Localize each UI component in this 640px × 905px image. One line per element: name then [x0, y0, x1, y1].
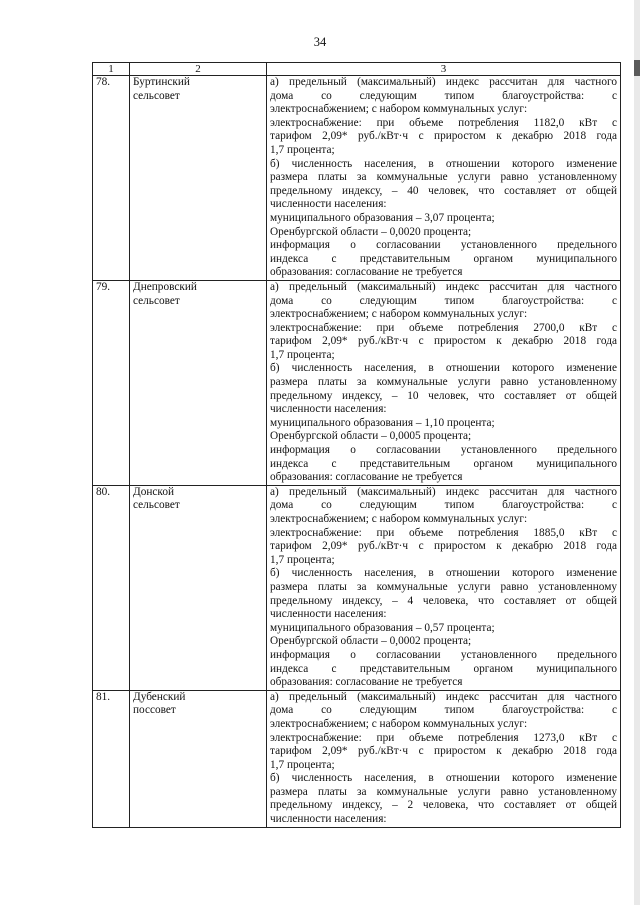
description-line: электроснабжение: при объеме потребления 1273,0 кВт с	[270, 731, 617, 744]
description-line: размера платы за коммунальные услуги равно установленному	[270, 785, 617, 798]
description-line: электроснабжение: при объеме потребления 1182,0 кВт с	[270, 116, 617, 129]
description-line: электроснабжение: при объеме потребления 1885,0 кВт с	[270, 526, 617, 539]
description-line: предельному индексу, – 10 человек, что составляет от общей	[270, 389, 617, 402]
index-description-cell	[267, 690, 621, 827]
municipality-name-line: Днепровский	[133, 280, 197, 293]
document-table	[92, 62, 621, 828]
description-line: 1,7 процента;	[270, 553, 335, 566]
description-line: муниципального образования – 1,10 процента;	[270, 416, 495, 429]
table-row	[93, 690, 621, 827]
index-description-cell	[267, 485, 621, 690]
column-header: 2	[130, 63, 267, 76]
index-description-cell	[267, 280, 621, 485]
description-line: численности населения:	[270, 403, 387, 416]
description-line: численности населения:	[270, 608, 387, 621]
description-line: индекса с представительным органом муниципального	[270, 662, 617, 675]
description-line: индекса с представительным органом муниципального	[270, 252, 617, 265]
description-line: электроснабжение: при объеме потребления 2700,0 кВт с	[270, 321, 617, 334]
municipality-name-line: сельсовет	[133, 499, 180, 512]
row-number: 81.	[93, 690, 130, 827]
description-line: индекса с представительным органом муниципального	[270, 457, 617, 470]
description-line: б) численность населения, в отношении которого изменение	[270, 157, 617, 170]
row-number: 80.	[93, 485, 130, 690]
table-row	[93, 485, 621, 690]
description-line: тарифом 2,09* руб./кВт·ч с приростом к декабрю 2018 года	[270, 130, 617, 143]
description-line: тарифом 2,09* руб./кВт·ч с приростом к декабрю 2018 года	[270, 745, 617, 758]
scrollbar-thumb[interactable]	[634, 60, 640, 76]
municipality-name-line: поссовет	[133, 704, 176, 717]
municipality-name-line: Дубенский	[133, 690, 186, 703]
description-line: б) численность населения, в отношении которого изменение	[270, 772, 617, 785]
municipality-name-line: сельсовет	[133, 89, 180, 102]
description-line: электроснабжением; с набором коммунальных услуг:	[270, 103, 528, 116]
description-line: муниципального образования – 3,07 процента;	[270, 211, 495, 224]
description-line: б) численность населения, в отношении которого изменение	[270, 362, 617, 375]
description-line: а) предельный (максимальный) индекс рассчитан для частного	[270, 76, 617, 88]
description-line: образования: согласование не требуется	[270, 266, 463, 279]
column-header: 1	[93, 63, 130, 76]
table-header-row	[93, 63, 621, 76]
description-line: дома со следующим типом благоустройства: с	[270, 704, 617, 717]
description-line: электроснабжением; с набором коммунальных услуг:	[270, 308, 528, 321]
description-line: размера платы за коммунальные услуги равно установленному	[270, 376, 617, 389]
description-line: дома со следующим типом благоустройства: с	[270, 89, 617, 102]
description-line: размера платы за коммунальные услуги равно установленному	[270, 580, 617, 593]
description-line: предельному индексу, – 4 человека, что составляет от общей	[270, 594, 617, 607]
municipality-name-cell	[130, 76, 267, 281]
description-line: а) предельный (максимальный) индекс рассчитан для частного	[270, 280, 617, 293]
description-line: дома со следующим типом благоустройства: с	[270, 294, 617, 307]
description-line: электроснабжением; с набором коммунальных услуг:	[270, 717, 528, 730]
description-line: Оренбургской области – 0,0002 процента;	[270, 635, 472, 648]
description-line: тарифом 2,09* руб./кВт·ч с приростом к декабрю 2018 года	[270, 540, 617, 553]
description-line: 1,7 процента;	[270, 348, 335, 361]
municipality-name-cell	[130, 280, 267, 485]
municipality-name-line: сельсовет	[133, 294, 180, 307]
description-line: предельному индексу, – 40 человек, что составляет от общей	[270, 184, 617, 197]
municipality-name-line: Донской	[133, 485, 175, 498]
description-line: Оренбургской области – 0,0020 процента;	[270, 225, 472, 238]
description-line: а) предельный (максимальный) индекс рассчитан для частного	[270, 690, 617, 703]
description-line: размера платы за коммунальные услуги равно установленному	[270, 171, 617, 184]
page-number: 34	[313, 35, 327, 49]
description-line: а) предельный (максимальный) индекс рассчитан для частного	[270, 485, 617, 498]
description-line: б) численность населения, в отношении которого изменение	[270, 567, 617, 580]
scrollbar-track[interactable]	[634, 0, 640, 905]
description-line: 1,7 процента;	[270, 143, 335, 156]
description-line: дома со следующим типом благоустройства: с	[270, 499, 617, 512]
column-header: 3	[267, 63, 621, 76]
municipality-name-line: Буртинский	[133, 76, 190, 88]
table-row	[93, 76, 621, 281]
description-line: информация о согласовании установленного предельного	[270, 239, 617, 252]
description-line: информация о согласовании установленного предельного	[270, 444, 617, 457]
description-line: Оренбургской области – 0,0005 процента;	[270, 430, 472, 443]
description-line: предельному индексу, – 2 человека, что составляет от общей	[270, 799, 617, 812]
description-line: муниципального образования – 0,57 процента;	[270, 621, 495, 634]
municipality-name-cell	[130, 690, 267, 827]
description-line: электроснабжением; с набором коммунальных услуг:	[270, 513, 528, 525]
description-line: численности населения:	[270, 198, 387, 211]
description-line: образования: согласование не требуется	[270, 471, 463, 484]
row-number: 78.	[93, 76, 130, 281]
municipality-name-cell	[130, 485, 267, 690]
row-number: 79.	[93, 280, 130, 485]
description-line: 1,7 процента;	[270, 758, 335, 771]
description-line: информация о согласовании установленного предельного	[270, 648, 617, 661]
description-line: образования: согласование не требуется	[270, 676, 463, 689]
description-line: численности населения:	[270, 813, 387, 826]
table-row	[93, 280, 621, 485]
index-description-cell	[267, 76, 621, 281]
description-line: тарифом 2,09* руб./кВт·ч с приростом к декабрю 2018 года	[270, 335, 617, 348]
